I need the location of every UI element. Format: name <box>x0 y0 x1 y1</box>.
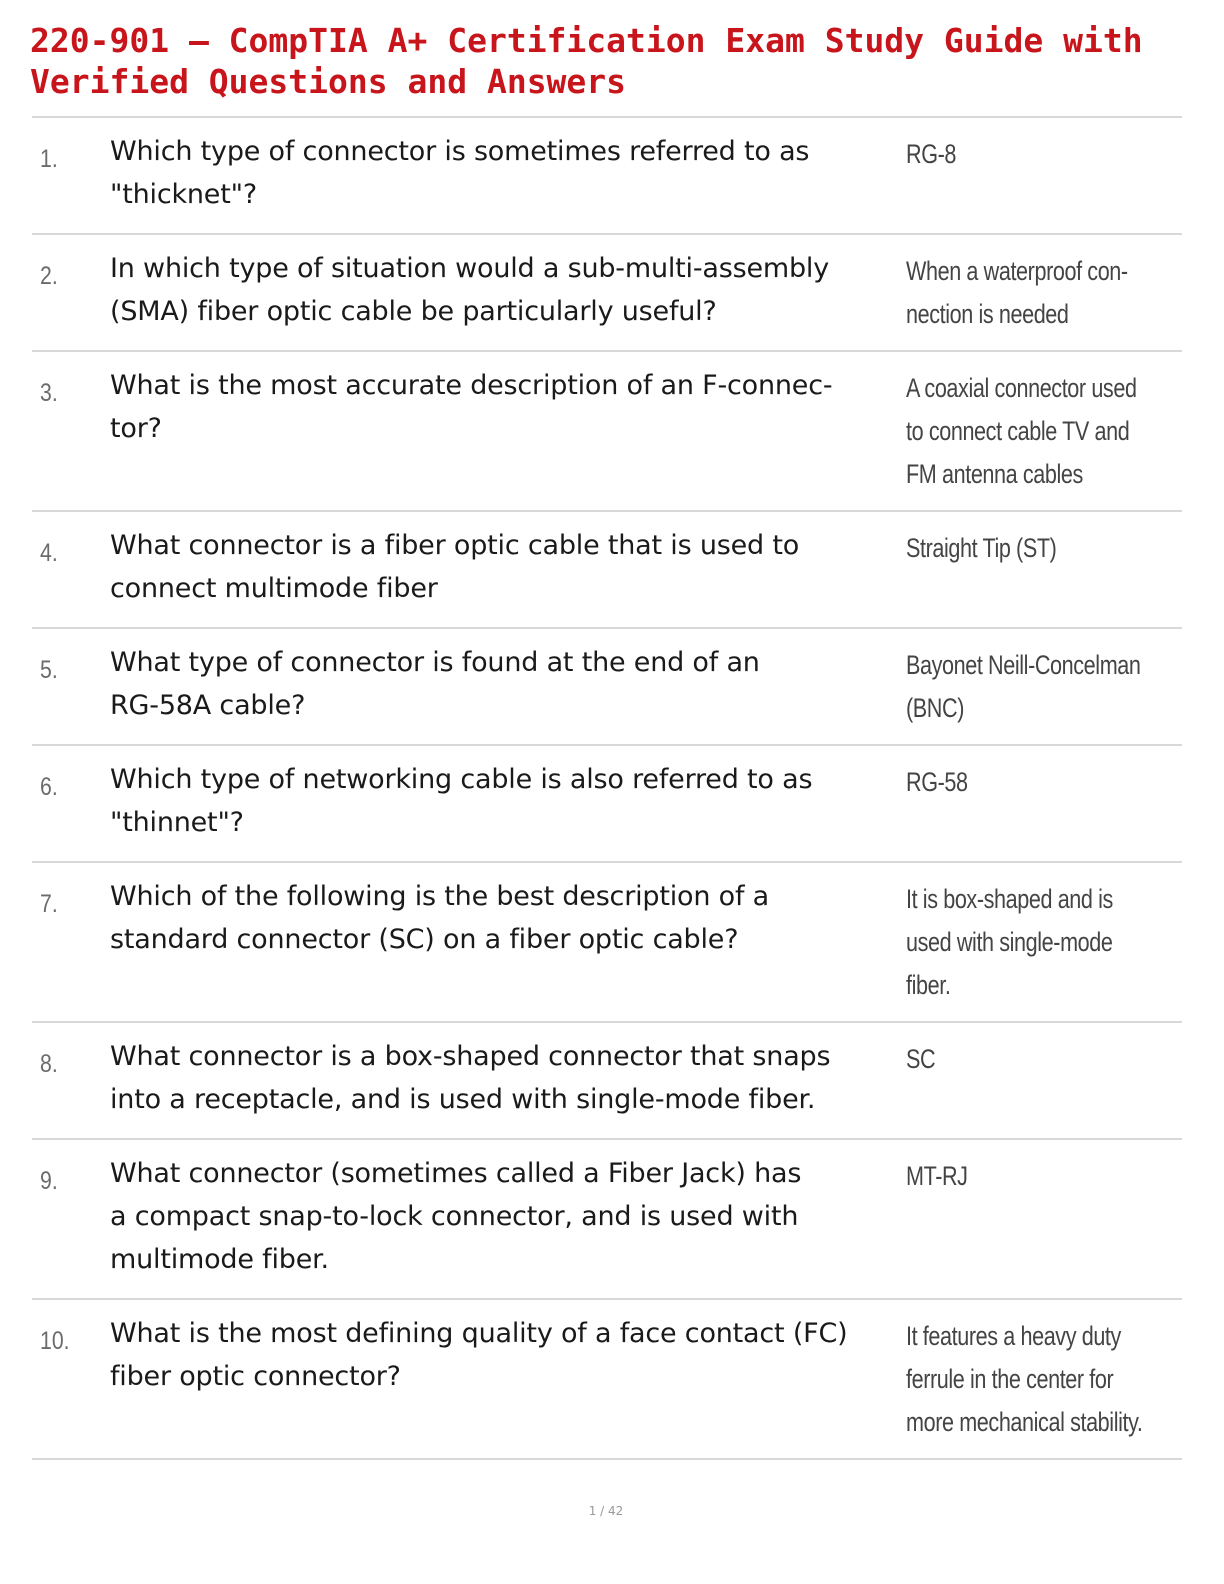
question-line: "thicknet"? <box>110 179 257 210</box>
question-line: a compact snap-to-lock connector, and is used with <box>110 1201 799 1232</box>
answer-line: more mechanical stability. <box>906 1407 1143 1437</box>
qa-row <box>32 746 1182 863</box>
answer-text <box>906 250 1170 336</box>
page-number: 1 / 42 <box>588 1504 624 1518</box>
question-number: 10. <box>40 1327 70 1355</box>
answer-line: nection is needed <box>906 299 1069 329</box>
question-line: Which type of networking cable is also referred to as <box>110 764 813 795</box>
question-answer-list <box>32 116 1182 1460</box>
question-text <box>110 364 900 450</box>
answer-line: used with single-mode <box>906 927 1113 957</box>
qa-row <box>32 118 1182 235</box>
question-text <box>110 1312 900 1398</box>
question-line: What connector is a fiber optic cable that is used to <box>110 530 800 561</box>
answer-text <box>906 1038 1170 1081</box>
question-line: "thinnet"? <box>110 807 244 838</box>
question-line: What connector (sometimes called a Fiber Jack) has <box>110 1158 802 1189</box>
question-line: tor? <box>110 413 162 444</box>
question-text <box>110 247 900 333</box>
question-text <box>110 758 900 844</box>
answer-line: It features a heavy duty <box>906 1321 1121 1351</box>
question-line: standard connector (SC) on a fiber optic cable? <box>110 924 739 955</box>
answer-line: A coaxial connector used <box>906 373 1137 403</box>
qa-row <box>32 863 1182 1023</box>
answer-line: When a waterproof con- <box>906 256 1128 286</box>
question-line: RG-58A cable? <box>110 690 306 721</box>
qa-row <box>32 1140 1182 1300</box>
question-text <box>110 524 900 610</box>
question-text <box>110 875 900 961</box>
qa-row <box>32 512 1182 629</box>
question-line: into a receptacle, and is used with single-mode fiber. <box>110 1084 816 1115</box>
question-number: 9. <box>40 1167 58 1195</box>
question-text <box>110 1035 900 1121</box>
question-number: 1. <box>40 145 58 173</box>
page-title-line-1: 220-901 – CompTIA A+ Certification Exam Study Guide with <box>30 21 1143 60</box>
answer-line: to connect cable TV and <box>906 416 1130 446</box>
answer-text <box>906 1155 1170 1198</box>
question-number: 5. <box>40 656 58 684</box>
qa-row <box>32 352 1182 512</box>
answer-line: (BNC) <box>906 693 964 723</box>
question-line: multimode fiber. <box>110 1244 329 1275</box>
answer-line: fiber. <box>906 970 951 1000</box>
question-line: What connector is a box-shaped connector that snaps <box>110 1041 831 1072</box>
answer-text <box>906 644 1170 730</box>
answer-line: FM antenna cables <box>906 459 1083 489</box>
page-title-line-2: Verified Questions and Answers <box>30 62 627 101</box>
question-number: 2. <box>40 262 58 290</box>
answer-line: It is box-shaped and is <box>906 884 1113 914</box>
question-line: (SMA) fiber optic cable be particularly useful? <box>110 296 717 327</box>
question-line: What is the most defining quality of a face contact (FC) <box>110 1318 848 1349</box>
answer-line: RG-8 <box>906 139 957 169</box>
answer-text <box>906 367 1170 496</box>
qa-row <box>32 629 1182 746</box>
question-number: 7. <box>40 890 58 918</box>
answer-line: SC <box>906 1044 936 1074</box>
answer-line: MT-RJ <box>906 1161 968 1191</box>
question-number: 4. <box>40 539 58 567</box>
qa-row <box>32 1300 1182 1460</box>
answer-line: RG-58 <box>906 767 968 797</box>
answer-line: Straight Tip (ST) <box>906 533 1057 563</box>
page-title <box>30 20 1200 102</box>
answer-line: ferrule in the center for <box>906 1364 1114 1394</box>
answer-text <box>906 527 1170 570</box>
question-line: Which type of connector is sometimes referred to as <box>110 136 810 167</box>
question-number: 3. <box>40 379 58 407</box>
answer-line: Bayonet Neill-Concelman <box>906 650 1141 680</box>
question-line: connect multimode fiber <box>110 573 438 604</box>
answer-text <box>906 761 1170 804</box>
question-line: What is the most accurate description of an F-connec- <box>110 370 833 401</box>
question-number: 6. <box>40 773 58 801</box>
answer-text <box>906 1315 1170 1444</box>
question-line: fiber optic connector? <box>110 1361 401 1392</box>
qa-row <box>32 1023 1182 1140</box>
question-line: In which type of situation would a sub-multi-assembly <box>110 253 829 284</box>
answer-text <box>906 133 1170 176</box>
question-line: Which of the following is the best description of a <box>110 881 769 912</box>
question-text <box>110 641 900 727</box>
question-line: What type of connector is found at the end of an <box>110 647 760 678</box>
question-text <box>110 130 900 216</box>
question-number: 8. <box>40 1050 58 1078</box>
answer-text <box>906 878 1170 1007</box>
qa-row <box>32 235 1182 352</box>
question-text <box>110 1152 900 1281</box>
